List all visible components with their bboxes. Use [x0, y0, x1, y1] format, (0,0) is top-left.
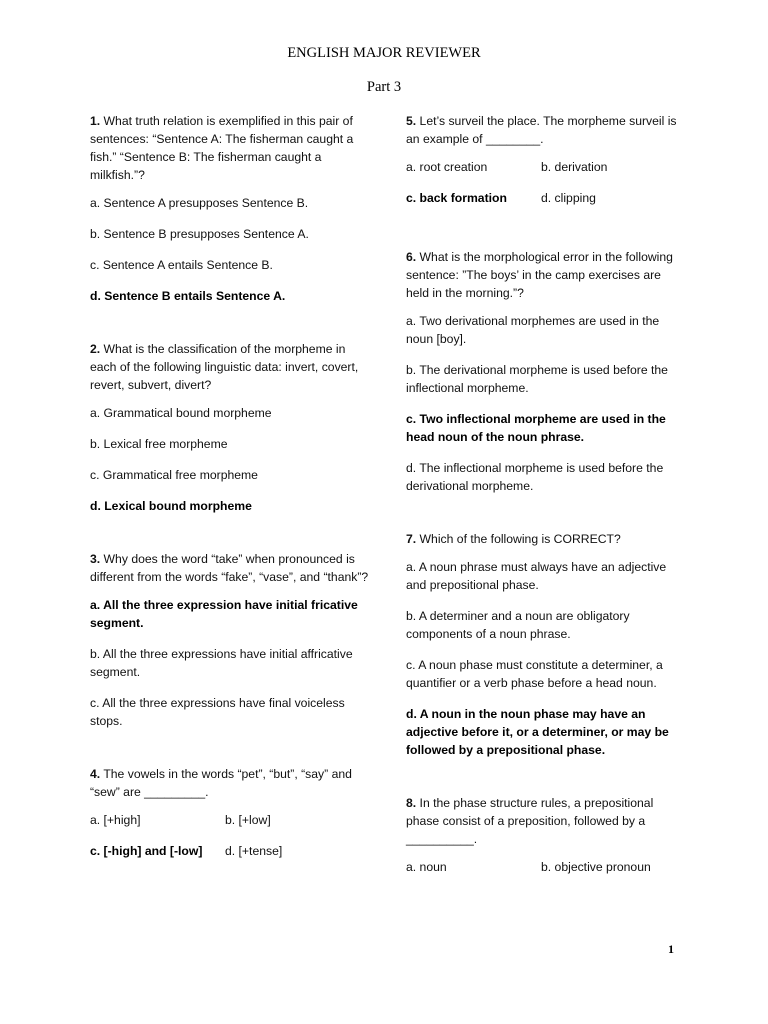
question-5 — [406, 112, 686, 148]
q7-option-c: c. A noun phase must constitute a determiner, a quantifier or a verb phase before a head noun. — [406, 658, 663, 690]
spacer — [406, 772, 686, 794]
q5-option-c-answer: c. back formation — [406, 191, 507, 205]
q5-options-row-1 — [406, 158, 686, 176]
q8-options-row-1 — [406, 858, 686, 876]
q2-option-b: b. Lexical free morpheme — [90, 437, 228, 451]
part-heading: Part 3 — [366, 79, 402, 95]
q1-option-d-answer: d. Sentence B entails Sentence A. — [90, 289, 286, 303]
question-2 — [90, 340, 370, 394]
q7-option-b: b. A determiner and a noun are obligatory components of a noun phrase. — [406, 609, 630, 641]
q4-option-d: d. [+tense] — [225, 844, 283, 858]
right-column — [406, 112, 686, 889]
question-number: 1. — [90, 114, 101, 128]
q4-option-c-answer: c. [-high] and [-low] — [90, 844, 203, 858]
question-number: 3. — [90, 552, 101, 566]
q4-option-a: a. [+high] — [90, 813, 141, 827]
q3-option-b: b. All the three expressions have initial affricative segment. — [90, 647, 353, 679]
question-number: 6. — [406, 250, 417, 264]
question-text: Let’s surveil the place. The morpheme surveil is an example of ________. — [406, 114, 677, 146]
q1-option-b: b. Sentence B presupposes Sentence A. — [90, 227, 309, 241]
q5-option-b: b. derivation — [541, 160, 608, 174]
q2-option-d-answer: d. Lexical bound morpheme — [90, 499, 252, 513]
left-column — [90, 112, 370, 873]
question-text: What is the classification of the morpheme in each of the following linguistic data: invert, covert, revert, subvert, divert? — [90, 342, 359, 392]
question-8 — [406, 794, 686, 848]
question-text: What truth relation is exemplified in this pair of sentences: “Sentence A: The fisherman caught a fish.” “Sentence B: The fisherman caught a milkfish.”? — [90, 114, 354, 182]
q4-options-row-2 — [90, 842, 370, 860]
question-number: 8. — [406, 796, 417, 810]
q4-options-row-1 — [90, 811, 370, 829]
q6-option-b: b. The derivational morpheme is used before the inflectional morpheme. — [406, 363, 668, 395]
q2-option-a: a. Grammatical bound morpheme — [90, 406, 272, 420]
q1-option-c: c. Sentence A entails Sentence B. — [90, 258, 273, 272]
question-text: Which of the following is CORRECT? — [416, 532, 621, 546]
question-1 — [90, 112, 370, 184]
question-text: In the phase structure rules, a prepositional phase consist of a preposition, followed by a __________. — [406, 796, 654, 846]
spacer — [90, 318, 370, 340]
q4-option-b: b. [+low] — [225, 813, 271, 827]
spacer — [406, 220, 686, 248]
page-number: 1 — [668, 942, 674, 956]
question-6 — [406, 248, 686, 302]
document-title: ENGLISH MAJOR REVIEWER — [287, 45, 481, 61]
question-number: 2. — [90, 342, 101, 356]
q3-option-a-answer: a. All the three expression have initial fricative segment. — [90, 598, 358, 630]
q6-option-d: d. The inflectional morpheme is used before the derivational morpheme. — [406, 461, 664, 493]
q5-option-d: d. clipping — [541, 191, 596, 205]
q8-option-a: a. noun — [406, 860, 447, 874]
question-text: What is the morphological error in the following sentence: ”The boys’ in the camp exercises are held in the morning.”? — [406, 250, 673, 300]
q3-option-c: c. All the three expressions have final voiceless stops. — [90, 696, 345, 728]
q7-option-a: a. A noun phrase must always have an adjective and prepositional phase. — [406, 560, 667, 592]
q5-option-a: a. root creation — [406, 160, 488, 174]
question-text: Why does the word “take” when pronounced is different from the words “fake”, “vase”, and “thank”? — [90, 552, 369, 584]
q1-option-a: a. Sentence A presupposes Sentence B. — [90, 196, 309, 210]
question-4 — [90, 765, 370, 801]
spacer — [406, 508, 686, 530]
q2-option-c: c. Grammatical free morpheme — [90, 468, 258, 482]
question-number: 7. — [406, 532, 417, 546]
question-text: The vowels in the words “pet”, “but”, “say” and “sew” are _________. — [90, 767, 352, 799]
q8-option-b: b. objective pronoun — [541, 860, 651, 874]
spacer — [90, 743, 370, 765]
q7-option-d-answer: d. A noun in the noun phase may have an adjective before it, or a determiner, or may be followed by a prepositional phase. — [406, 707, 669, 757]
question-7 — [406, 530, 686, 548]
q5-options-row-2 — [406, 189, 686, 207]
question-number: 5. — [406, 114, 417, 128]
question-number: 4. — [90, 767, 101, 781]
q6-option-a: a. Two derivational morphemes are used in the noun [boy]. — [406, 314, 660, 346]
spacer — [90, 528, 370, 550]
q6-option-c-answer: c. Two inflectional morpheme are used in the head noun of the noun phrase. — [406, 412, 666, 444]
question-3 — [90, 550, 370, 586]
